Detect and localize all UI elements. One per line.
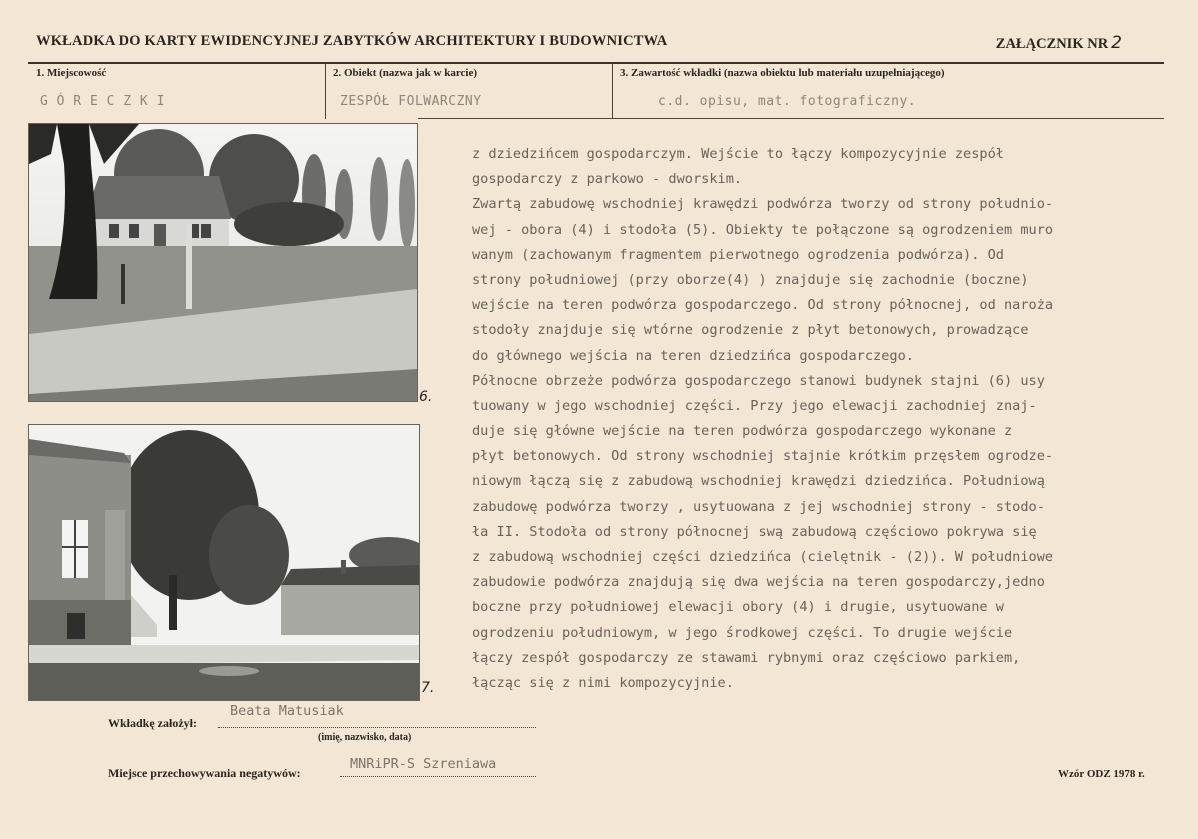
field-divider-1 <box>325 63 326 119</box>
description-line: ogrodzeniu południowym, w jego środkowej części. To drugie wejście <box>472 624 1013 641</box>
object-value: ZESPÓŁ FOLWARCZNY <box>340 94 482 109</box>
annex-label <box>996 33 1122 53</box>
photo-number-6: 6. <box>419 389 433 405</box>
description-line: boczne przy południowej elewacji obory (4) i drugie, usytuowane w <box>472 599 1004 616</box>
description-line: Północne obrzeże podwórza gospodarczego stanowi budynek stajni (6) usy <box>472 372 1045 389</box>
card-title: WKŁADKA DO KARTY EWIDENCYJNEJ ZABYTKÓW ARCHITEKTURY I BUDOWNICTWA <box>36 33 668 49</box>
description-line: wanym (zachowanym fragmentem pierwotnego ogrodzenia podwórza). Od <box>472 246 1004 263</box>
negative-storage-label: Miejsce przechowywania negatywów: <box>108 766 301 780</box>
description-line: duje się główne wejście na teren podwórza gospodarczego wykonane z <box>472 423 1013 440</box>
description-line: stodoły znajduje się wtórne ogrodzenie z płyt betonowych, prowadzące <box>472 322 1029 339</box>
photo-farmyard-buildings <box>28 424 420 701</box>
fields-bottom-rule <box>418 118 1164 119</box>
description-line: tuowany w jego wschodniej części. Przy jego elewacji zachodniej znaj- <box>472 397 1037 414</box>
photo-manor-house-image <box>29 124 417 401</box>
locality-label: 1. Miejscowość <box>36 67 107 79</box>
header-rule <box>28 62 1164 64</box>
photo-farmyard-buildings-image <box>29 425 419 700</box>
photo-number-7: 7. <box>421 680 435 696</box>
negative-storage-value: MNRiPR-S Szreniawa <box>350 756 497 772</box>
negative-storage-line <box>340 776 536 777</box>
field-divider-2 <box>612 63 613 119</box>
annex-label-text: ZAŁĄCZNIK NR <box>995 36 1109 52</box>
description-line: do głównego wejścia na teren dziedzińca gospodarczego. <box>472 347 914 364</box>
founded-by-value: Beata Matusiak <box>230 703 344 719</box>
description-line: niowym łączą się z zabudową wschodniej krawędzi dziedzińca. Południową <box>472 473 1045 490</box>
description-line: łączy zespół gospodarczy ze stawami rybnymi oraz częściowo parkiem, <box>472 649 1021 666</box>
description-line: Zwartą zabudowę wschodniej krawędzi podwórza tworzy od strony południo- <box>472 196 1054 213</box>
description-line: wej - obora (4) i stodoła (5). Obiekty te połączone są ogrodzeniem muro <box>472 221 1054 238</box>
content-value: c.d. opisu, mat. fotograficzny. <box>658 94 917 109</box>
description-line: strony południowej (przy oborze(4) ) znajduje się zachodnie (boczne) <box>472 271 1029 288</box>
description-text <box>472 142 1182 696</box>
description-line: gospodarczy z parkowo - dworskim. <box>472 171 743 188</box>
description-line: z dziedzińcem gospodarczym. Wejście to łączy kompozycyjnie zespół <box>472 146 1004 162</box>
description-line: ła II. Stodoła od strony północnej swą zabudową częściowo pokrywa się <box>472 523 1037 540</box>
form-code: Wzór ODZ 1978 r. <box>1058 768 1145 780</box>
photo-manor-house <box>28 123 418 402</box>
object-label: 2. Obiekt (nazwa jak w karcie) <box>333 67 478 79</box>
description-line: z zabudową wschodniej części dziedzińca (cielętnik - (2)). W południowe <box>472 549 1054 565</box>
founded-by-label: Wkładkę założył: <box>108 716 197 730</box>
content-label: 3. Zawartość wkładki (nazwa obiektu lub materiału uzupełniającego) <box>620 67 945 79</box>
description-line: zabudowie podwórza znajdują się dwa wejścia na teren gospodarczy,jedno <box>472 574 1045 591</box>
founded-by-line <box>218 727 536 728</box>
description-line: łącząc się z nimi kompozycyjnie. <box>472 674 734 691</box>
founded-by-caption: (imię, nazwisko, data) <box>318 732 412 743</box>
description-line: wejście na teren podwórza gospodarczego. Od strony północnej, od naroża <box>472 297 1054 314</box>
annex-number: 2 <box>1111 33 1122 53</box>
description-line: płyt betonowych. Od strony wschodniej stajnie krótkim przęsłem ogrodze- <box>472 448 1054 465</box>
locality-value: G Ó R E C Z K I <box>40 94 165 109</box>
description-line: zabudowę podwórza tworzy , usytuowana z jej wschodniej strony - stodo- <box>472 498 1045 515</box>
